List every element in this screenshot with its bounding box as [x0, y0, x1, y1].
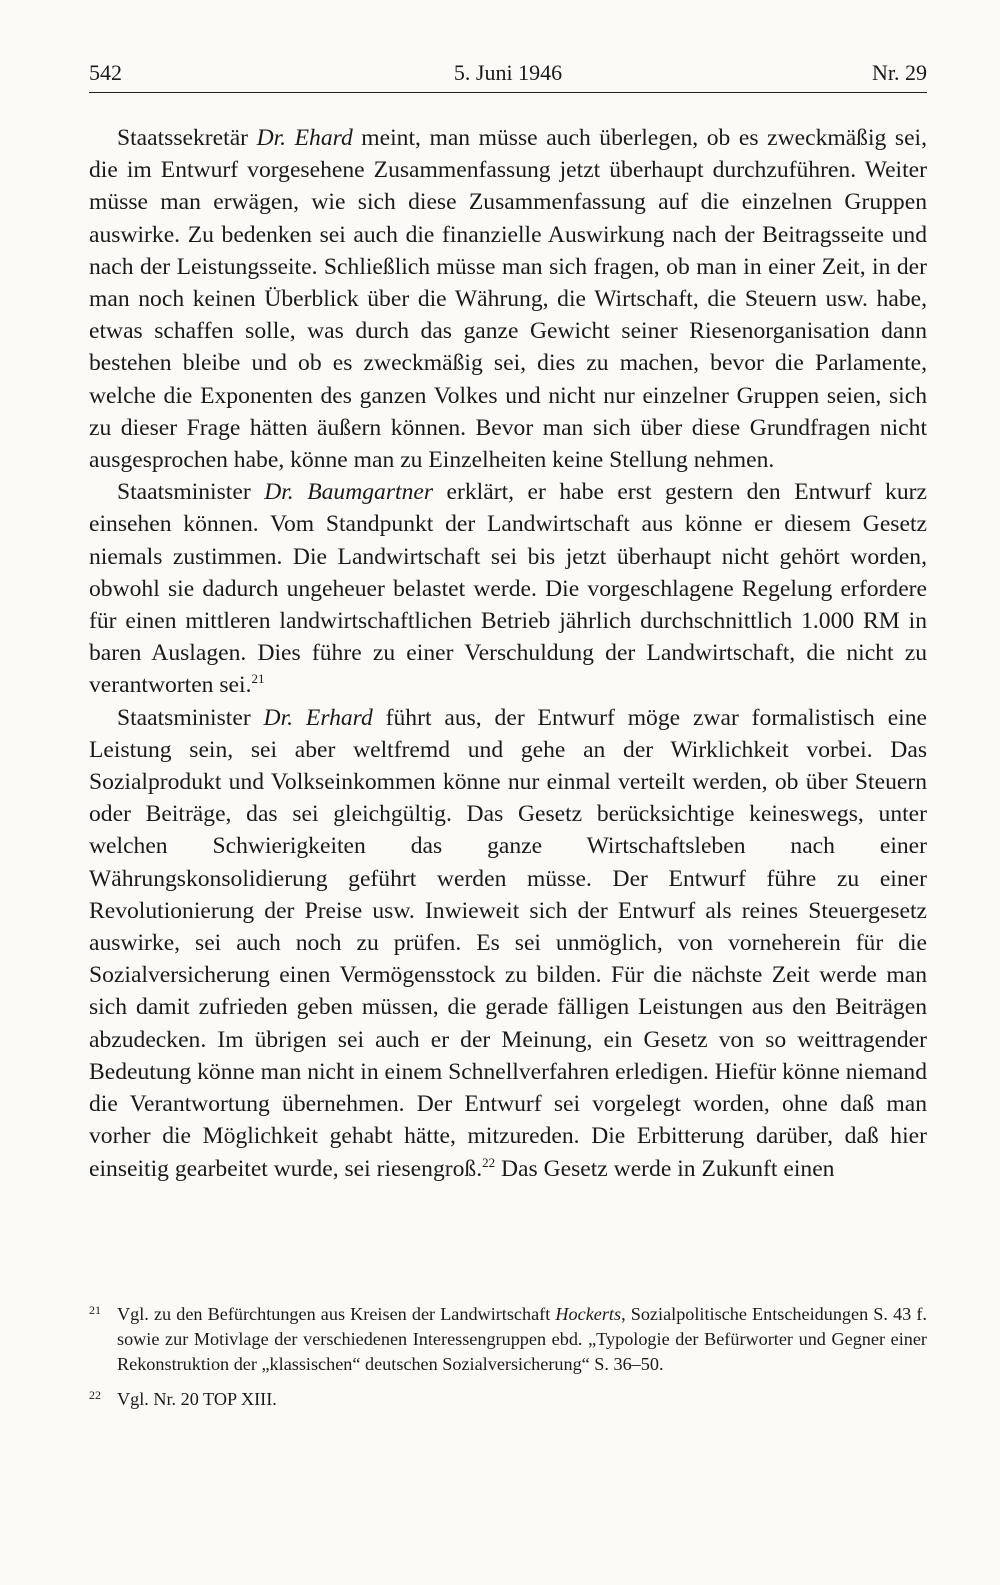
footnote-21	[89, 1302, 927, 1377]
speaker-name: Dr. Baumgartner	[264, 479, 434, 506]
paragraph-text-continued: Das Gesetz werde in Zukunft einen	[495, 1155, 835, 1182]
paragraph-ehard	[89, 122, 927, 476]
issue-number: Nr. 29	[872, 60, 927, 85]
page-number: 542	[89, 60, 122, 85]
speaker-title: Staatssekretär	[117, 125, 257, 151]
speaker-title: Staatsminister	[117, 479, 265, 506]
footnote-author: Hockerts	[555, 1304, 622, 1324]
header-date: 5. Juni 1946	[453, 60, 563, 85]
footnote-number: 22	[89, 1388, 101, 1402]
footnote-text: Vgl. Nr. 20 TOP XIII.	[117, 1389, 277, 1409]
footnote-22	[89, 1387, 927, 1412]
footnote-text-continued: , Sozialpolitische Entscheidungen S. 43 f. sowie zur Motivlage der verschiedenen Interessengruppen ebd. „Typologie der Befürworter und Gegner einer Rekonstruktion der „klassischen“ deutschen Sozialversicherung“ S. 36–50.	[117, 1304, 928, 1374]
paragraph-erhard	[89, 702, 927, 1185]
speaker-title: Staatsminister	[117, 704, 264, 731]
footnotes	[89, 1302, 927, 1412]
footnote-number: 21	[89, 1303, 101, 1317]
footnote-ref-22[interactable]: 22	[482, 1154, 496, 1170]
body-text	[89, 122, 927, 1185]
footnote-text: Vgl. zu den Befürchtungen aus Kreisen der Landwirtschaft	[117, 1304, 556, 1324]
speaker-name: Dr. Erhard	[263, 704, 373, 731]
page-header	[89, 58, 927, 93]
paragraph-text: meint, man müsse auch überlegen, ob es zweckmäßig sei, die im Entwurf vorgesehene Zusammenfassung jetzt überhaupt durchzuführen. Weiter müsse man erwägen, wie sich diese Zusammenfassung auf die einzelnen Gruppen auswirke. Zu bedenken sei auch die finanzielle Auswirkung nach der Beitragsseite und nach der Leistungsseite. Schließlich müsse man sich fragen, ob man in einer Zeit, in der man noch keinen Überblick über die Währung, die Wirtschaft, die Steuern usw. habe, etwas schaffen solle, was durch das ganze Gewicht seiner Riesenorganisation dann bestehen bleibe und ob es zweckmäßig sei, dies zu machen, bevor die Parlamente, welche die Exponenten des ganzen Volkes und nicht nur einzelner Gruppen seien, sich zu dieser Frage hätten äußern können. Bevor man sich über diese Grundfragen nicht ausgesprochen habe, könne man zu Einzelheiten keine Stellung nehmen.	[89, 125, 927, 474]
paragraph-text: führt aus, der Entwurf möge zwar formalistisch eine Leistung sein, sei aber weltfremd und gehe an der Wirklichkeit vorbei. Das Sozialprodukt und Volkseinkommen könne nur einmal verteilt werden, ob über Steuern oder Beiträge, das sei gleichgültig. Das Gesetz berücksichtige keineswegs, unter welchen Schwierigkeiten das ganze Wirtschaftsleben nach einer Währungskonsolidierung geführt werden müsse. Der Entwurf führe zu einer Revolutionierung der Preise usw. Inwieweit sich der Entwurf als reines Steuergesetz auswirke, sei auch noch zu prüfen. Es sei unmöglich, von vorneherein für die Sozialversicherung einen Vermögensstock zu bilden. Für die nächste Zeit werde man sich damit zufrieden geben müssen, die gerade fälligen Leistungen aus den Beiträgen abzudecken. Im übrigen sei auch er der Meinung, ein Gesetz von so weittragender Bedeutung könne man nicht in einem Schnellverfahren erledigen. Hiefür könne niemand die Verantwortung übernehmen. Der Entwurf sei vorgelegt worden, ohne daß man vorher die Möglichkeit gehabt hätte, mitzureden. Die Erbitterung darüber, daß hier einseitig gearbeitet wurde, sei riesengroß.	[89, 704, 927, 1182]
paragraph-baumgartner	[89, 476, 927, 701]
paragraph-text: erklärt, er habe erst gestern den Entwurf kurz einsehen können. Vom Standpunkt der Landwirtschaft aus könne er diesem Gesetz niemals zustimmen. Die Landwirtschaft sei bis jetzt überhaupt nicht gehört worden, obwohl sie dadurch ungeheuer belastet werde. Die vorgeschlagene Regelung erfordere für einen mittleren landwirtschaftlichen Betrieb jährlich durchschnittlich 1.000 RM in baren Auslagen. Dies führe zu einer Verschuldung der Landwirtschaft, die nicht zu verantworten sei.	[89, 479, 927, 699]
footnote-ref-21[interactable]: 21	[251, 671, 265, 687]
speaker-name: Dr. Ehard	[256, 125, 353, 151]
